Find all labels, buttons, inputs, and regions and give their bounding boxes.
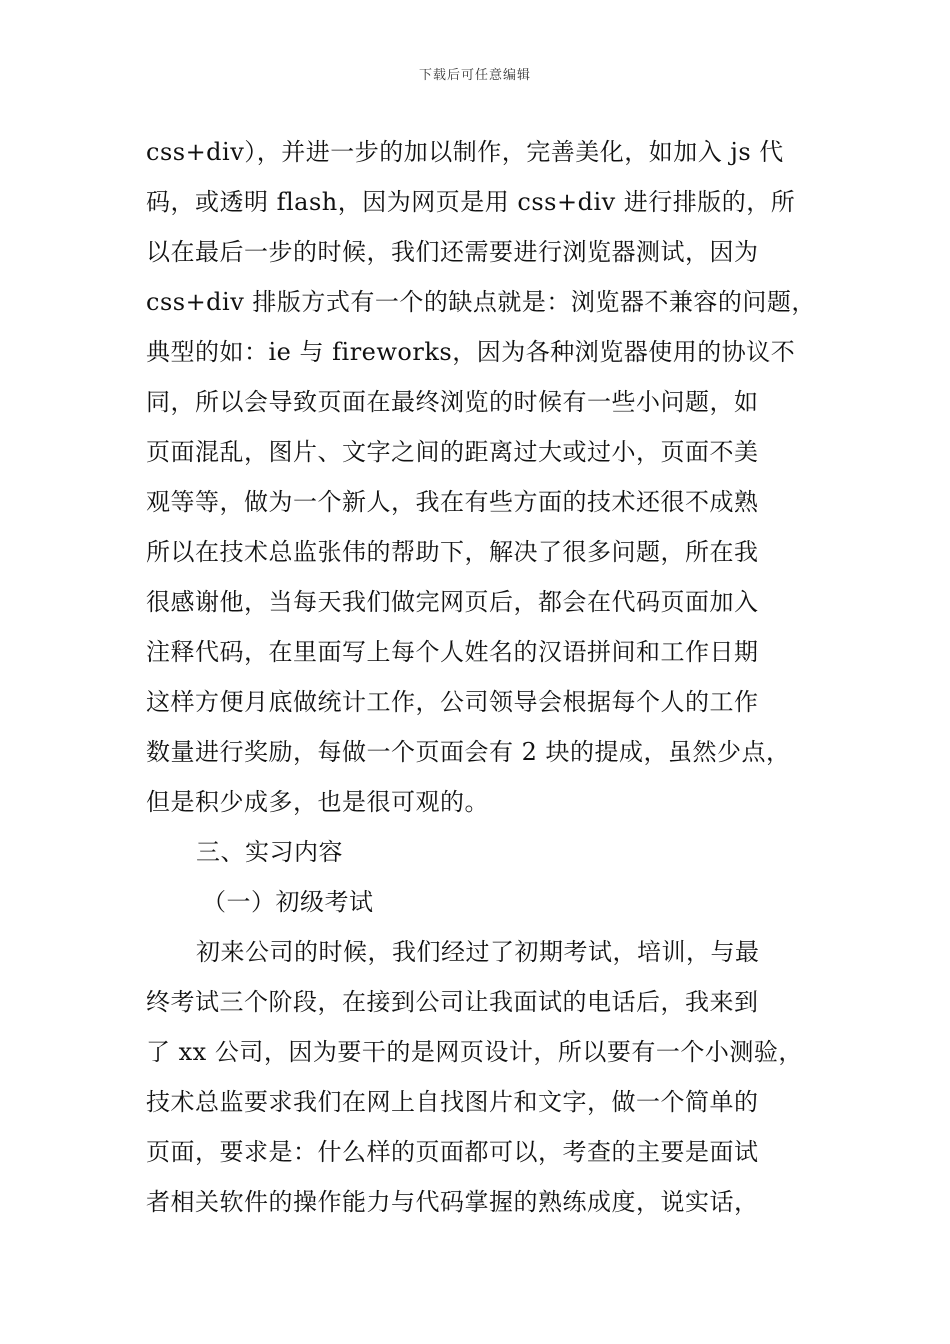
section-heading: 三、实习内容 xyxy=(196,838,343,866)
text-line: css+div 排版方式有一个的缺点就是：浏览器不兼容的问题， xyxy=(146,288,816,316)
document-body xyxy=(146,127,826,1227)
text-line: 很感谢他，当每天我们做完网页后，都会在代码页面加入 xyxy=(146,588,759,616)
text-line: 码，或透明 flash，因为网页是用 css+div 进行排版的，所 xyxy=(146,188,796,216)
text-line: 这样方便月底做统计工作，公司领导会根据每个人的工作 xyxy=(146,688,759,716)
text-line: 页面，要求是：什么样的页面都可以，考查的主要是面试 xyxy=(146,1138,759,1166)
text-line: 数量进行奖励，每做一个页面会有 2 块的提成，虽然少点， xyxy=(146,738,791,766)
subsection-heading: （一）初级考试 xyxy=(202,888,374,916)
text-line: 以在最后一步的时候，我们还需要进行浏览器测试，因为 xyxy=(146,238,759,266)
text-line: 页面混乱，图片、文字之间的距离过大或过小，页面不美 xyxy=(146,438,759,466)
text-line: 注释代码，在里面写上每个人姓名的汉语拼间和工作日期 xyxy=(146,638,759,666)
text-line: css+div），并进一步的加以制作，完善美化，如加入 js 代 xyxy=(146,138,784,166)
text-line: 初来公司的时候，我们经过了初期考试，培训，与最 xyxy=(196,938,760,966)
text-line: 但是积少成多，也是很可观的。 xyxy=(146,788,489,816)
text-line: 了 xx 公司，因为要干的是网页设计，所以要有一个小测验， xyxy=(146,1038,803,1066)
text-line: 终考试三个阶段，在接到公司让我面试的电话后，我来到 xyxy=(146,988,759,1016)
text-line: 所以在技术总监张伟的帮助下，解决了很多问题，所在我 xyxy=(146,538,759,566)
text-line: 者相关软件的操作能力与代码掌握的熟练成度，说实话， xyxy=(146,1188,759,1216)
text-line: 典型的如：ie 与 fireworks，因为各种浏览器使用的协议不 xyxy=(146,338,796,366)
text-line: 观等等，做为一个新人，我在有些方面的技术还很不成熟 xyxy=(146,488,759,516)
text-line: 技术总监要求我们在网上自找图片和文字，做一个简单的 xyxy=(146,1088,759,1116)
text-line: 同，所以会导致页面在最终浏览的时候有一些小问题，如 xyxy=(146,388,759,416)
page-header-note: 下载后可任意编辑 xyxy=(418,68,531,83)
